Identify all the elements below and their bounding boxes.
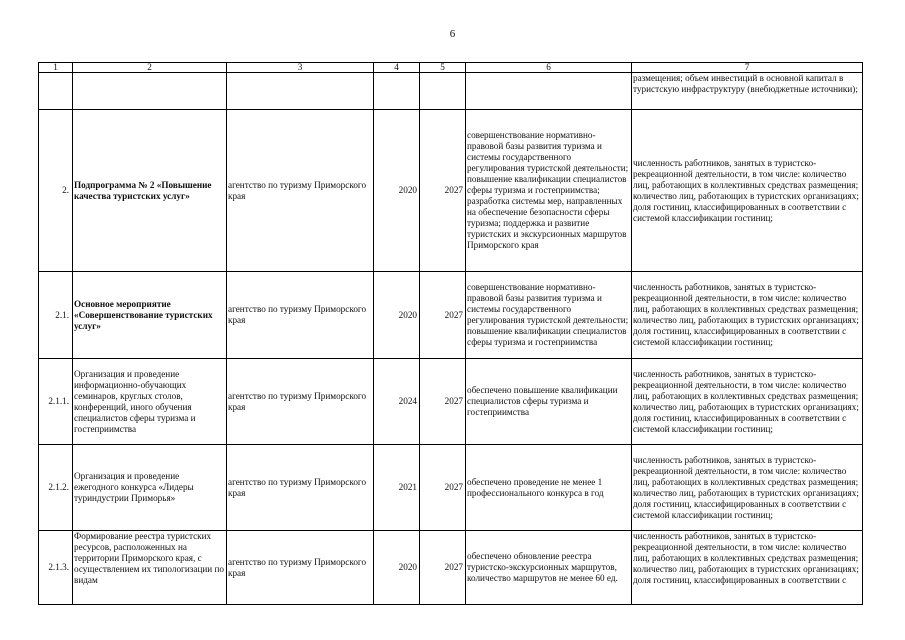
row-start-year: 2021 — [374, 445, 420, 531]
row-responsible: агентство по туризму Приморского края — [227, 531, 374, 605]
header-row — [39, 63, 863, 73]
header-col-6: 6 — [466, 63, 632, 73]
row-responsible: агентство по туризму Приморского края — [227, 445, 374, 531]
row-number: 2.1. — [39, 272, 73, 359]
row-start-year: 2020 — [374, 272, 420, 359]
row-start-year: 2020 — [374, 110, 420, 272]
row-result: обеспечено проведение не менее 1 профессионального конкурса в год — [466, 445, 632, 531]
row-title-text: Формирование реестра туристских ресурсов, расположенных на территории Приморского края, с осуществлением их типологизации по видам — [74, 531, 225, 585]
row-end-year — [420, 73, 466, 110]
page-number: 6 — [449, 28, 456, 40]
row-end-year: 2027 — [420, 445, 466, 531]
row-start-year: 2020 — [374, 531, 420, 605]
row-indicators — [632, 531, 863, 605]
row-end-year: 2027 — [420, 272, 466, 359]
row-indicators: размещения; объем инвестиций в основной капитал в туристскую инфраструктуру (внебюджетные источники); — [632, 73, 863, 110]
row-responsible — [227, 73, 374, 110]
row-start-year: 2024 — [374, 359, 420, 445]
header-col-1: 1 — [39, 63, 73, 73]
row-title: Организация и проведение информационно-обучающих семинаров, круглых столов, конференций, иного обучения специалистов сферы туризма и гостеприимства — [73, 359, 227, 445]
program-table — [38, 62, 863, 605]
row-end-year: 2027 — [420, 359, 466, 445]
header-col-7: 7 — [632, 63, 863, 73]
header-col-5: 5 — [420, 63, 466, 73]
row-indicators: численность работников, занятых в туристско-рекреационной деятельности, в том числе: количество лиц, работающих в коллективных средствах размещения; количество лиц, работающих в туристских организациях; доля гостиниц, классифицированных в соответствии с системой классификации гостиниц; — [632, 110, 863, 272]
row-result — [466, 73, 632, 110]
row-start-year — [374, 73, 420, 110]
table-row — [39, 531, 863, 605]
table-row — [39, 272, 863, 359]
row-end-year: 2027 — [420, 531, 466, 605]
row-title — [73, 73, 227, 110]
row-responsible: агентство по туризму Приморского края — [227, 359, 374, 445]
row-number — [39, 73, 73, 110]
row-title — [73, 531, 227, 605]
row-number: 2.1.1. — [39, 359, 73, 445]
row-title: Организация и проведение ежегодного конкурса «Лидеры туриндустрии Приморья» — [73, 445, 227, 531]
row-indicators: численность работников, занятых в туристско-рекреационной деятельности, в том числе: количество лиц, работающих в коллективных средствах размещения; количество лиц, работающих в туристских организациях; доля гостиниц, классифицированных в соответствии с системой классификации гостиниц; — [632, 359, 863, 445]
row-result: обеспечено обновление реестра туристско-экскурсионных маршрутов, количество маршрутов не менее 60 ед. — [466, 531, 632, 605]
row-end-year: 2027 — [420, 110, 466, 272]
row-result: обеспечено повышение квалификации специалистов сферы туризма и гостеприимства — [466, 359, 632, 445]
row-result: совершенствование нормативно-правовой базы развития туризма и системы государственного регулирования туристской деятельности; повышение квалификации специалистов сферы туризма и гостеприимства — [466, 272, 632, 359]
header-col-4: 4 — [374, 63, 420, 73]
row-number: 2. — [39, 110, 73, 272]
row-indicators: численность работников, занятых в туристско-рекреационной деятельности, в том числе: количество лиц, работающих в коллективных средствах размещения; количество лиц, работающих в туристских организациях; доля гостиниц, классифицированных в соответствии с системой классификации гостиниц; — [632, 445, 863, 531]
row-responsible: агентство по туризму Приморского края — [227, 110, 374, 272]
table-row — [39, 359, 863, 445]
row-result: совершенствование нормативно-правовой базы развития туризма и системы государственного регулирования туристской деятельности; повышение квалификации специалистов сферы туризма и гостеприимства; разработка системы мер, направленных на обеспечение безопасности сферы туризма; поддержка и развитие туристских и экскурсионных маршрутов Приморского края — [466, 110, 632, 272]
table-row — [39, 445, 863, 531]
row-indicators: численность работников, занятых в туристско-рекреационной деятельности, в том числе: количество лиц, работающих в коллективных средствах размещения; количество лиц, работающих в туристских организациях; доля гостиниц, классифицированных в соответствии с системой классификации гостиниц; — [632, 272, 863, 359]
header-col-2: 2 — [73, 63, 227, 73]
header-col-3: 3 — [227, 63, 374, 73]
row-title: Подпрограмма № 2 «Повышение качества туристских услуг» — [73, 110, 227, 272]
row-responsible: агентство по туризму Приморского края — [227, 272, 374, 359]
row-number: 2.1.3. — [39, 531, 73, 605]
row-title: Основное мероприятие «Совершенствование туристских услуг» — [73, 272, 227, 359]
row-indicators-text: численность работников, занятых в туристско-рекреационной деятельности, в том числе: количество лиц, работающих в коллективных средствах размещения; количество лиц, работающих в туристских организациях; доля гостиниц, классифицированных в соответствии с — [633, 531, 859, 585]
table-row — [39, 110, 863, 272]
row-number: 2.1.2. — [39, 445, 73, 531]
table-row — [39, 73, 863, 110]
